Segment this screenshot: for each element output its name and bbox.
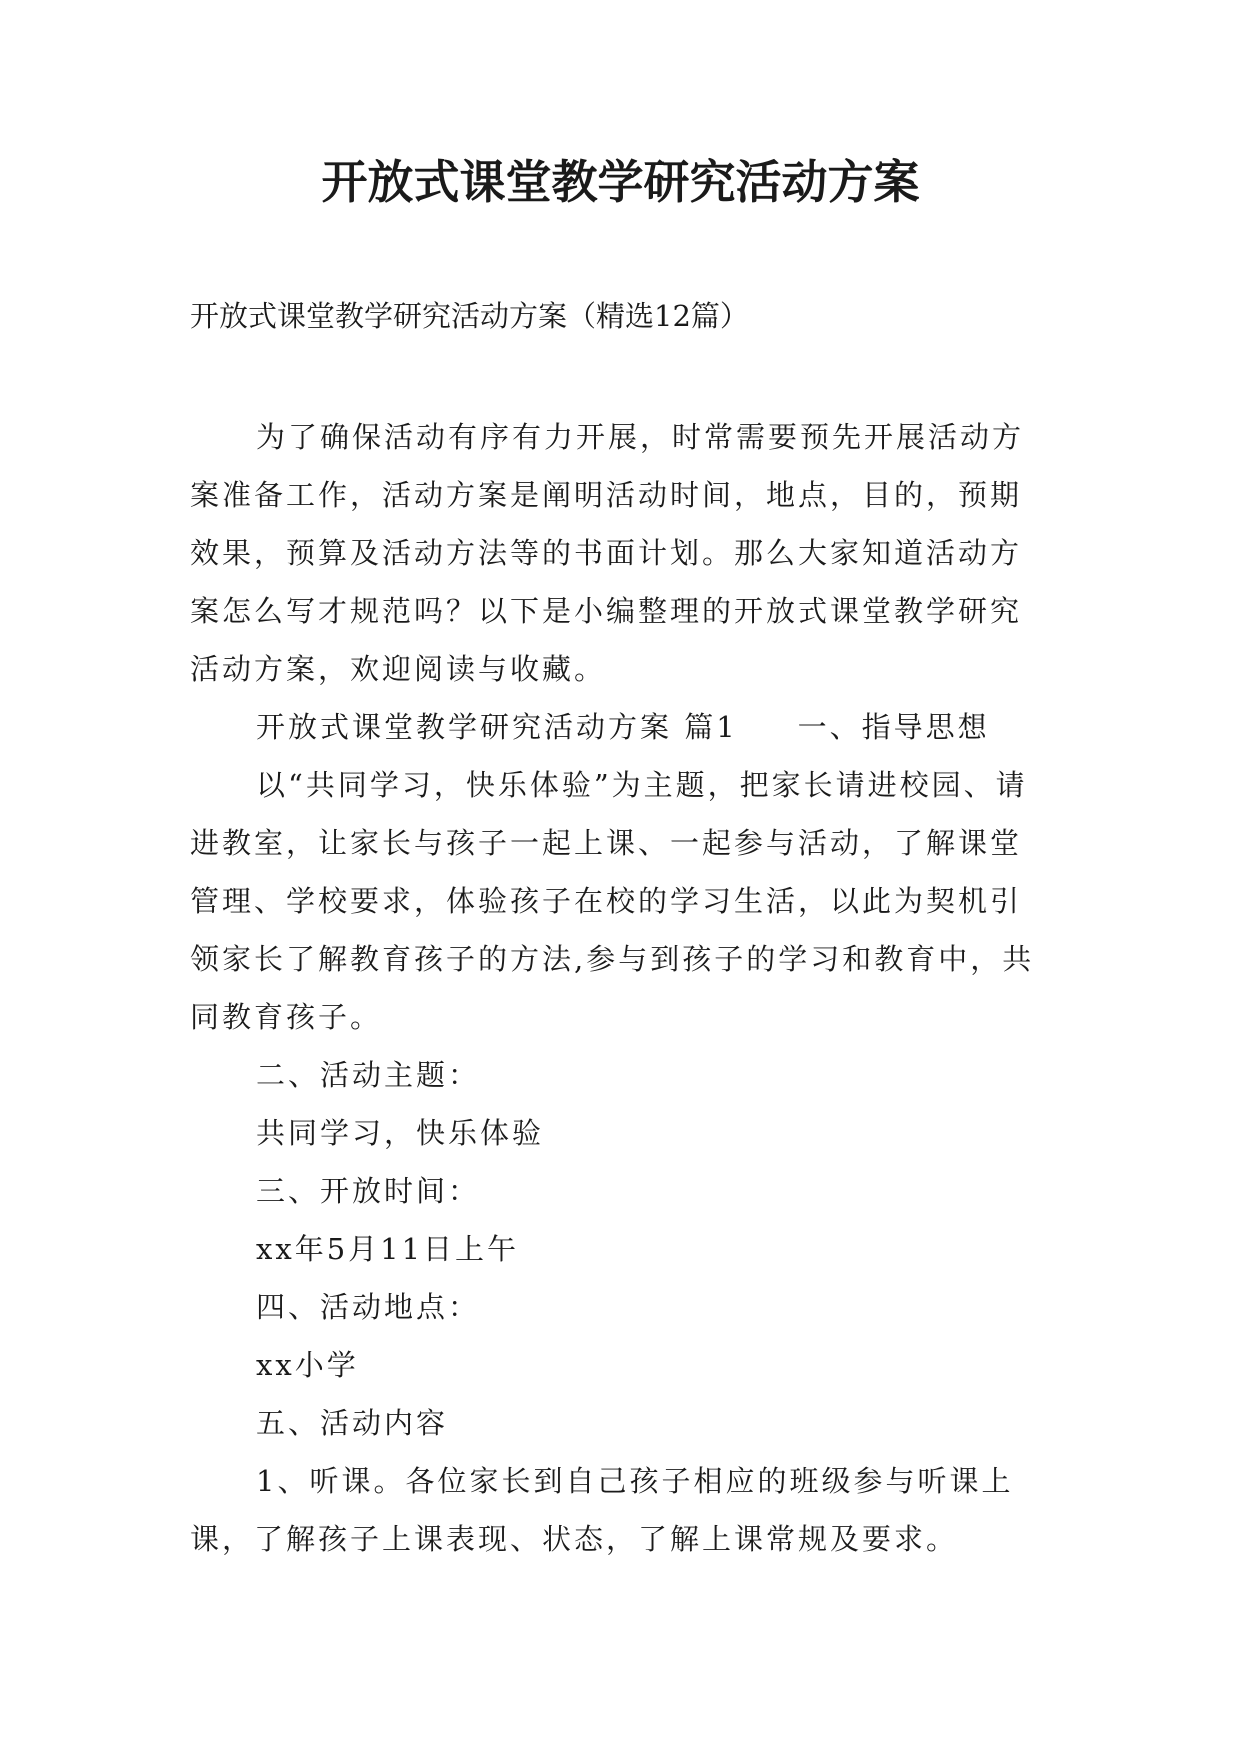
article-heading-line bbox=[190, 698, 1050, 756]
section3-body: xx年5月11日上午 bbox=[256, 1232, 520, 1266]
section2-body: 共同学习，快乐体验 bbox=[256, 1116, 545, 1150]
intro-paragraph: 为了确保活动有序有力开展，时常需要预先开展活动方案准备工作，活动方案是阐明活动时间，地点，目的，预期效果，预算及活动方法等的书面计划。那么大家知道活动方案怎么写才规范吗？以下是小编整理的开放式课堂教学研究活动方案，欢迎阅读与收藏。 bbox=[190, 420, 1025, 686]
item1-paragraph: 1、听课。各位家长到自己孩子相应的班级参与听课上课，了解孩子上课表现、状态，了解上课常规及要求。 bbox=[190, 1464, 1014, 1556]
document-title: 开放式课堂教学研究活动方案 bbox=[321, 155, 920, 209]
section2-heading: 二、活动主题： bbox=[256, 1058, 481, 1092]
section4-heading: 四、活动地点： bbox=[256, 1290, 481, 1324]
section4-body: xx小学 bbox=[256, 1348, 359, 1382]
document-body bbox=[190, 408, 1050, 1568]
document-subtitle: 开放式课堂教学研究活动方案（精选12篇） bbox=[190, 299, 749, 333]
section1-heading: 一、指导思想 bbox=[797, 710, 990, 744]
section5-heading: 五、活动内容 bbox=[256, 1406, 449, 1440]
section3-heading: 三、开放时间： bbox=[256, 1174, 481, 1208]
article-heading: 开放式课堂教学研究活动方案 篇1 bbox=[256, 710, 738, 744]
section1-body: 以“共同学习，快乐体验”为主题，把家长请进校园、请进教室，让家长与孩子一起上课、一起参与活动，了解课堂管理、学校要求，体验孩子在校的学习生活，以此为契机引领家长了解教育孩子的方法,参与到孩子的学习和教育中，共同教育孩子。 bbox=[190, 768, 1035, 1034]
